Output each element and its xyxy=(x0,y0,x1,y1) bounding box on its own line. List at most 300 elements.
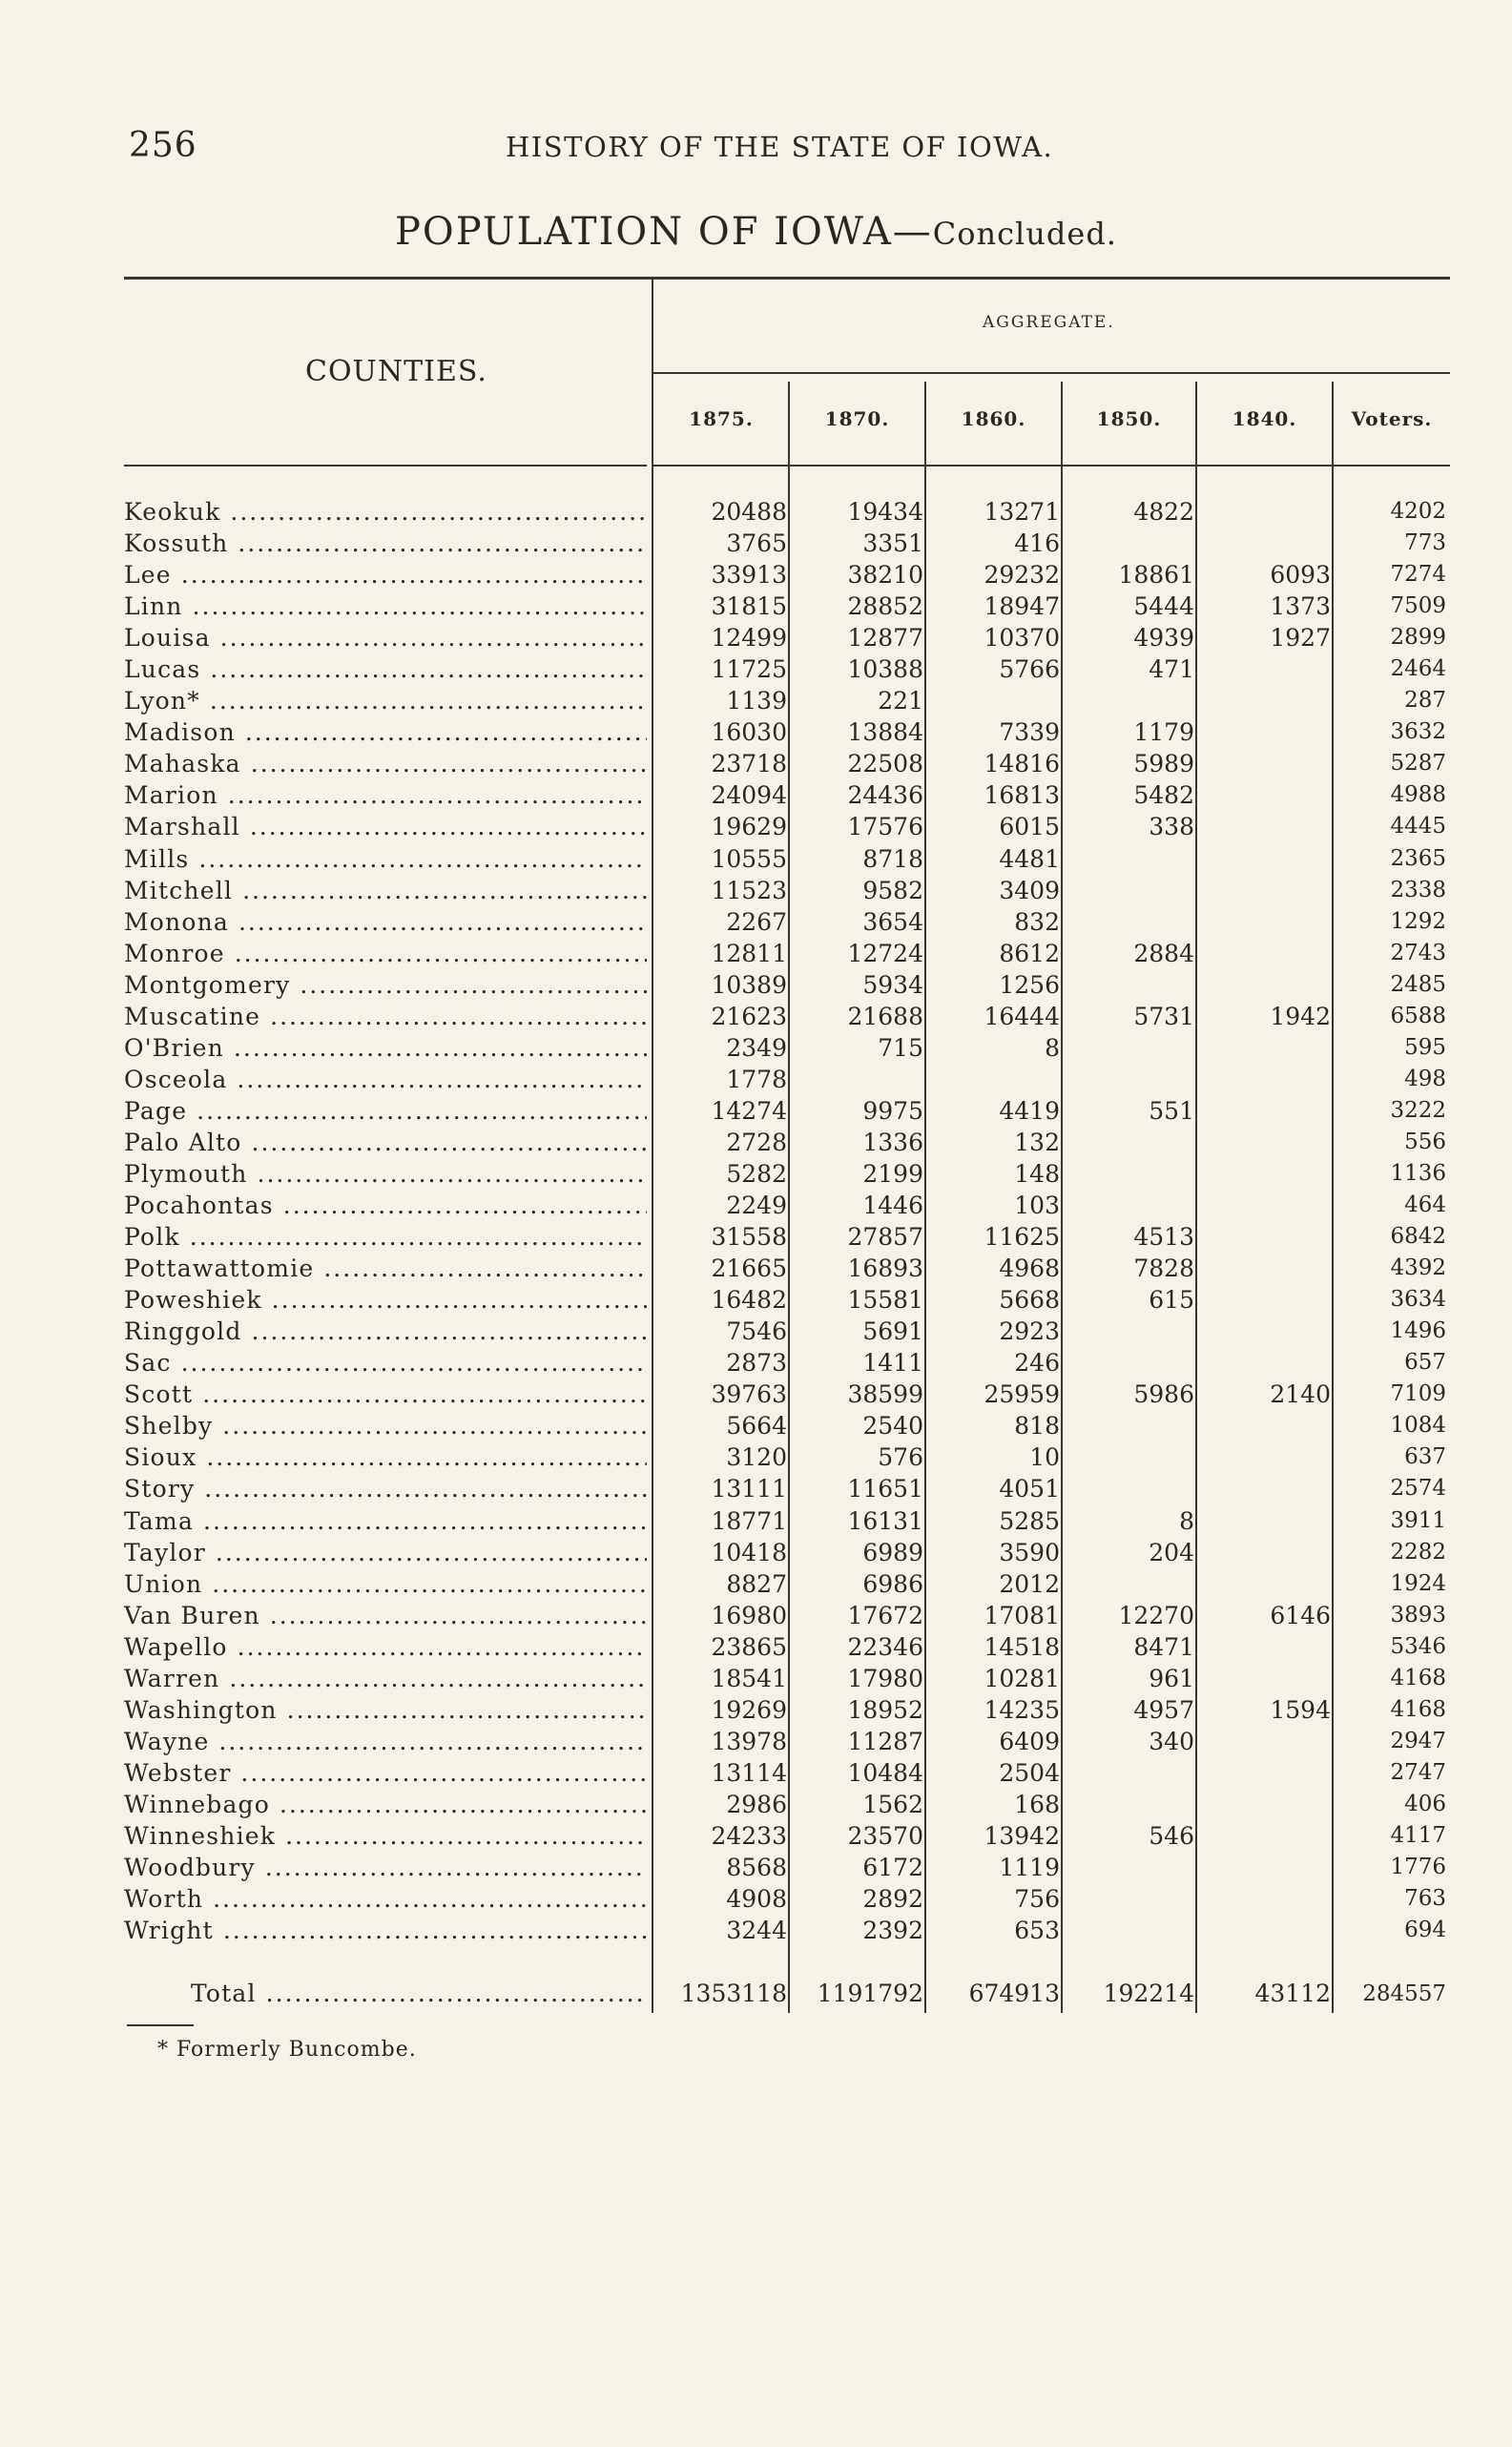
value-1875: 31558 xyxy=(711,1223,787,1252)
value-1850: 8 xyxy=(1179,1506,1194,1535)
value-1870: 16131 xyxy=(847,1506,923,1535)
table-row xyxy=(124,1032,1450,1064)
table-row xyxy=(124,1221,1450,1253)
value-1870: 28852 xyxy=(847,592,923,621)
value-1870: 2540 xyxy=(862,1412,923,1441)
value-1875: 5282 xyxy=(726,1159,787,1188)
value-1850: 5731 xyxy=(1133,1002,1194,1030)
county-name: Page ..... xyxy=(124,1095,647,1127)
county-name: Lyon* ..... xyxy=(124,685,647,716)
value-1860: 818 xyxy=(1014,1412,1060,1441)
value-1860: 14816 xyxy=(984,750,1060,778)
value-1860: 14518 xyxy=(984,1632,1060,1661)
title-small-caps: Concluded. xyxy=(932,216,1117,252)
value-1875: 3120 xyxy=(726,1443,787,1472)
value-1870: 24436 xyxy=(847,781,923,810)
population-table xyxy=(124,277,1450,2032)
county-name: Wayne ..... xyxy=(124,1726,647,1757)
value-1875: 2873 xyxy=(726,1349,787,1378)
value-1840: 1373 xyxy=(1270,592,1331,621)
value-1860: 2012 xyxy=(999,1569,1060,1598)
value-voters: 2464 xyxy=(1390,656,1446,682)
value-1875: 31815 xyxy=(711,592,787,621)
value-1860: 16813 xyxy=(984,781,1060,810)
value-1875: 4908 xyxy=(726,1885,787,1914)
running-head: HISTORY OF THE STATE OF IOWA. xyxy=(506,131,1054,163)
county-name: Keokuk ..... xyxy=(124,496,647,528)
value-1860: 4968 xyxy=(999,1255,1060,1283)
value-voters: 287 xyxy=(1404,688,1446,714)
value-1875: 18541 xyxy=(711,1664,787,1692)
value-1870: 12877 xyxy=(847,624,923,653)
value-voters: 1136 xyxy=(1390,1160,1446,1186)
total-voters: 284557 xyxy=(1362,1981,1446,2006)
total-1850: 192214 xyxy=(1103,1980,1194,2007)
table-row xyxy=(124,1883,1450,1915)
year-header-1860: 1860. xyxy=(961,407,1026,430)
value-1875: 13114 xyxy=(711,1758,787,1787)
value-1875: 16030 xyxy=(711,718,787,747)
value-voters: 2899 xyxy=(1390,625,1446,651)
value-1870: 17672 xyxy=(847,1601,923,1629)
value-1875: 24094 xyxy=(711,781,787,810)
value-voters: 4445 xyxy=(1390,814,1446,840)
table-row xyxy=(124,1127,1450,1158)
value-1860: 6409 xyxy=(999,1727,1060,1755)
total-1875: 1353118 xyxy=(680,1980,787,2007)
value-1870: 9975 xyxy=(862,1096,923,1125)
value-1870: 1446 xyxy=(862,1192,923,1220)
value-1850: 4939 xyxy=(1133,624,1194,653)
value-1850: 2884 xyxy=(1133,939,1194,967)
value-1870: 576 xyxy=(878,1443,923,1472)
value-1840: 2140 xyxy=(1270,1380,1331,1409)
table-row xyxy=(124,1789,1450,1820)
value-1875: 21665 xyxy=(711,1255,787,1283)
value-1860: 29232 xyxy=(984,561,1060,590)
table-row xyxy=(124,496,1450,528)
value-1860: 1119 xyxy=(999,1854,1060,1882)
value-1875: 11725 xyxy=(711,655,787,684)
header-bottom-rule xyxy=(124,465,647,467)
table-row xyxy=(124,1253,1450,1284)
county-name: Webster ..... xyxy=(124,1757,647,1789)
county-name: Pocahontas ..... xyxy=(124,1190,647,1221)
value-1870: 13884 xyxy=(847,718,923,747)
value-1870: 9582 xyxy=(862,876,923,904)
value-1870: 1336 xyxy=(862,1128,923,1156)
value-1870: 715 xyxy=(878,1033,923,1062)
value-voters: 5346 xyxy=(1390,1633,1446,1659)
value-1840: 6146 xyxy=(1270,1601,1331,1629)
table-row xyxy=(124,1441,1450,1473)
table-row xyxy=(124,685,1450,716)
county-name: Muscatine ..... xyxy=(124,1001,647,1032)
table-row xyxy=(124,1001,1450,1032)
county-name: O'Brien ..... xyxy=(124,1032,647,1064)
value-1870: 38599 xyxy=(847,1380,923,1409)
value-voters: 763 xyxy=(1404,1886,1446,1912)
value-1850: 8471 xyxy=(1133,1632,1194,1661)
table-row xyxy=(124,1505,1450,1537)
total-1840: 43112 xyxy=(1254,1980,1331,2007)
value-1860: 7339 xyxy=(999,718,1060,747)
table-row xyxy=(124,1568,1450,1600)
table-row xyxy=(124,1537,1450,1568)
value-1860: 1256 xyxy=(999,970,1060,999)
value-1850: 551 xyxy=(1149,1096,1194,1125)
value-voters: 2747 xyxy=(1390,1759,1446,1785)
county-name: Sac ..... xyxy=(124,1347,647,1379)
value-1875: 2728 xyxy=(726,1128,787,1156)
total-label: Total ..... xyxy=(124,1978,647,2010)
value-1860: 4481 xyxy=(999,844,1060,873)
value-1860: 16444 xyxy=(984,1002,1060,1030)
value-1870: 23570 xyxy=(847,1821,923,1850)
footnote-rule xyxy=(127,2024,194,2026)
value-voters: 3222 xyxy=(1390,1097,1446,1123)
county-name: Washington ..... xyxy=(124,1694,647,1726)
county-name: Monroe ..... xyxy=(124,938,647,969)
value-voters: 1084 xyxy=(1390,1413,1446,1439)
value-voters: 1776 xyxy=(1390,1855,1446,1880)
value-1870: 1411 xyxy=(862,1349,923,1378)
value-1870: 22508 xyxy=(847,750,923,778)
value-1870: 38210 xyxy=(847,561,923,590)
aggregate-header: AGGREGATE. xyxy=(983,313,1115,332)
value-1860: 103 xyxy=(1014,1192,1060,1220)
value-1870: 2392 xyxy=(862,1917,923,1945)
table-row xyxy=(124,1915,1450,1946)
table-row xyxy=(124,1379,1450,1410)
value-voters: 1924 xyxy=(1390,1570,1446,1596)
table-row xyxy=(124,1284,1450,1316)
value-1875: 5664 xyxy=(726,1412,787,1441)
value-1860: 10370 xyxy=(984,624,1060,653)
value-1870: 17980 xyxy=(847,1664,923,1692)
county-name: Warren ..... xyxy=(124,1663,647,1694)
table-row xyxy=(124,875,1450,906)
value-1860: 5285 xyxy=(999,1506,1060,1535)
value-voters: 1292 xyxy=(1390,908,1446,934)
value-voters: 7274 xyxy=(1390,562,1446,588)
year-header-1875: 1875. xyxy=(689,407,754,430)
value-1860: 832 xyxy=(1014,907,1060,936)
value-1860: 17081 xyxy=(984,1601,1060,1629)
value-1860: 3409 xyxy=(999,876,1060,904)
table-body xyxy=(124,496,1450,1946)
value-1850: 4513 xyxy=(1133,1223,1194,1252)
value-1875: 18771 xyxy=(711,1506,787,1535)
table-row xyxy=(124,748,1450,779)
county-name: Woodbury ..... xyxy=(124,1852,647,1883)
table-row xyxy=(124,591,1450,622)
value-1875: 1139 xyxy=(726,687,787,715)
table-row xyxy=(124,1600,1450,1631)
value-1870: 8718 xyxy=(862,844,923,873)
county-name: Marshall ..... xyxy=(124,811,647,842)
value-1860: 10281 xyxy=(984,1664,1060,1692)
value-1875: 3244 xyxy=(726,1917,787,1945)
value-1870: 2199 xyxy=(862,1159,923,1188)
table-row xyxy=(124,1757,1450,1789)
value-1875: 23718 xyxy=(711,750,787,778)
table-row xyxy=(124,1347,1450,1379)
value-1875: 13978 xyxy=(711,1727,787,1755)
county-name: Lee ..... xyxy=(124,559,647,591)
county-name: Pottawattomie ..... xyxy=(124,1253,647,1284)
header-bottom-rule-data xyxy=(652,465,1450,467)
value-1860: 168 xyxy=(1014,1790,1060,1818)
value-1860: 148 xyxy=(1014,1159,1060,1188)
value-1870: 2892 xyxy=(862,1885,923,1914)
value-1870: 27857 xyxy=(847,1223,923,1252)
value-1860: 18947 xyxy=(984,592,1060,621)
total-1860: 674913 xyxy=(968,1980,1060,2007)
value-1875: 13111 xyxy=(711,1475,787,1503)
year-header-1850: 1850. xyxy=(1096,407,1162,430)
table-row xyxy=(124,1820,1450,1852)
aggregate-rule xyxy=(652,372,1450,374)
value-voters: 406 xyxy=(1404,1791,1446,1816)
county-name: Polk ..... xyxy=(124,1221,647,1253)
value-1860: 4419 xyxy=(999,1096,1060,1125)
value-1875: 12499 xyxy=(711,624,787,653)
table-row xyxy=(124,843,1450,875)
value-1840: 1942 xyxy=(1270,1002,1331,1030)
value-1850: 7828 xyxy=(1133,1255,1194,1283)
value-voters: 4988 xyxy=(1390,782,1446,808)
value-1860: 11625 xyxy=(984,1223,1060,1252)
value-1860: 5766 xyxy=(999,655,1060,684)
table-row xyxy=(124,1410,1450,1441)
value-1850: 5989 xyxy=(1133,750,1194,778)
value-1870: 6986 xyxy=(862,1569,923,1598)
value-1870: 3351 xyxy=(862,529,923,558)
county-name: Scott ..... xyxy=(124,1379,647,1410)
table-title xyxy=(0,210,1512,254)
value-1870: 5691 xyxy=(862,1317,923,1346)
county-name: Taylor ..... xyxy=(124,1537,647,1568)
value-1875: 3765 xyxy=(726,529,787,558)
value-1870: 1562 xyxy=(862,1790,923,1818)
value-1875: 16482 xyxy=(711,1286,787,1315)
value-1860: 13942 xyxy=(984,1821,1060,1850)
value-voters: 4392 xyxy=(1390,1255,1446,1281)
value-1850: 204 xyxy=(1149,1538,1194,1566)
value-1850: 4822 xyxy=(1133,498,1194,526)
table-row xyxy=(124,906,1450,938)
value-1870: 6989 xyxy=(862,1538,923,1566)
value-1860: 13271 xyxy=(984,498,1060,526)
value-1860: 4051 xyxy=(999,1475,1060,1503)
value-1850: 471 xyxy=(1149,655,1194,684)
top-rule xyxy=(124,277,1450,280)
value-voters: 5287 xyxy=(1390,751,1446,777)
county-name: Wright ..... xyxy=(124,1915,647,1946)
county-name: Tama ..... xyxy=(124,1505,647,1537)
county-name: Wapello ..... xyxy=(124,1631,647,1663)
value-1870: 16893 xyxy=(847,1255,923,1283)
value-1860: 756 xyxy=(1014,1885,1060,1914)
table-row xyxy=(124,1852,1450,1883)
table-row xyxy=(124,969,1450,1001)
value-1840: 1927 xyxy=(1270,624,1331,653)
county-name: Worth ..... xyxy=(124,1883,647,1915)
year-header-1840: 1840. xyxy=(1232,407,1297,430)
year-header-1870: 1870. xyxy=(824,407,890,430)
value-1875: 1778 xyxy=(726,1065,787,1093)
value-1875: 2267 xyxy=(726,907,787,936)
value-1875: 8568 xyxy=(726,1854,787,1882)
total-row xyxy=(124,1978,1450,2010)
value-1875: 16980 xyxy=(711,1601,787,1629)
value-1870: 11651 xyxy=(847,1475,923,1503)
county-name: Louisa ..... xyxy=(124,622,647,653)
value-voters: 3632 xyxy=(1390,719,1446,745)
table-row xyxy=(124,716,1450,748)
table-row xyxy=(124,811,1450,842)
value-1850: 5986 xyxy=(1133,1380,1194,1409)
value-1875: 12811 xyxy=(711,939,787,967)
county-name: Winneshiek ..... xyxy=(124,1820,647,1852)
county-name: Montgomery ..... xyxy=(124,969,647,1001)
county-name: Lucas ..... xyxy=(124,653,647,685)
value-1870: 10388 xyxy=(847,655,923,684)
table-row xyxy=(124,1694,1450,1726)
value-1860: 8612 xyxy=(999,939,1060,967)
value-voters: 6842 xyxy=(1390,1224,1446,1250)
value-voters: 1496 xyxy=(1390,1318,1446,1344)
county-name: Winnebago ..... xyxy=(124,1789,647,1820)
value-voters: 2743 xyxy=(1390,940,1446,965)
table-row xyxy=(124,1095,1450,1127)
value-voters: 694 xyxy=(1404,1918,1446,1943)
value-voters: 464 xyxy=(1404,1192,1446,1218)
county-name: Poweshiek ..... xyxy=(124,1284,647,1316)
value-voters: 2365 xyxy=(1390,845,1446,871)
value-1860: 2923 xyxy=(999,1317,1060,1346)
value-1840: 6093 xyxy=(1270,561,1331,590)
value-1870: 3654 xyxy=(862,907,923,936)
table-row xyxy=(124,622,1450,653)
value-1850: 5482 xyxy=(1133,781,1194,810)
county-name: Shelby ..... xyxy=(124,1410,647,1441)
value-1840: 1594 xyxy=(1270,1695,1331,1724)
value-1860: 6015 xyxy=(999,813,1060,841)
value-1875: 10555 xyxy=(711,844,787,873)
value-1850: 1179 xyxy=(1133,718,1194,747)
table-row xyxy=(124,1726,1450,1757)
table-row xyxy=(124,779,1450,811)
value-1870: 6172 xyxy=(862,1854,923,1882)
table-row xyxy=(124,528,1450,559)
value-voters: 7109 xyxy=(1390,1381,1446,1407)
value-1875: 33913 xyxy=(711,561,787,590)
counties-header: COUNTIES. xyxy=(305,355,487,388)
county-name: Marion ..... xyxy=(124,779,647,811)
table-row xyxy=(124,1663,1450,1694)
county-name: Union ..... xyxy=(124,1568,647,1600)
value-1870: 221 xyxy=(878,687,923,715)
county-name: Ringgold ..... xyxy=(124,1316,647,1347)
value-1870: 17576 xyxy=(847,813,923,841)
county-name: Linn ..... xyxy=(124,591,647,622)
value-1860: 25959 xyxy=(984,1380,1060,1409)
value-1875: 14274 xyxy=(711,1096,787,1125)
voters-header: Voters. xyxy=(1351,407,1433,430)
table-row xyxy=(124,1473,1450,1504)
value-1850: 546 xyxy=(1149,1821,1194,1850)
value-1850: 338 xyxy=(1149,813,1194,841)
value-1870: 18952 xyxy=(847,1695,923,1724)
value-1875: 19269 xyxy=(711,1695,787,1724)
value-1860: 653 xyxy=(1014,1917,1060,1945)
value-1870: 22346 xyxy=(847,1632,923,1661)
value-voters: 3634 xyxy=(1390,1287,1446,1313)
value-1860: 10 xyxy=(1029,1443,1060,1472)
value-voters: 3911 xyxy=(1390,1507,1446,1533)
table-row xyxy=(124,1316,1450,1347)
value-1850: 340 xyxy=(1149,1727,1194,1755)
table-row xyxy=(124,938,1450,969)
value-1850: 12270 xyxy=(1118,1601,1194,1629)
value-voters: 2485 xyxy=(1390,971,1446,997)
value-voters: 2574 xyxy=(1390,1476,1446,1502)
value-1860: 3590 xyxy=(999,1538,1060,1566)
total-1870: 1191792 xyxy=(817,1980,923,2007)
title-main: POPULATION OF IOWA— xyxy=(395,210,933,254)
value-1860: 5668 xyxy=(999,1286,1060,1315)
value-1850: 615 xyxy=(1149,1286,1194,1315)
value-voters: 4202 xyxy=(1390,499,1446,524)
value-1850: 5444 xyxy=(1133,592,1194,621)
value-1870: 19434 xyxy=(847,498,923,526)
value-1875: 19629 xyxy=(711,813,787,841)
county-name: Osceola ..... xyxy=(124,1064,647,1095)
value-voters: 498 xyxy=(1404,1066,1446,1091)
value-1870: 5934 xyxy=(862,970,923,999)
value-1860: 2504 xyxy=(999,1758,1060,1787)
value-voters: 4117 xyxy=(1390,1822,1446,1848)
table-row xyxy=(124,559,1450,591)
value-voters: 657 xyxy=(1404,1350,1446,1376)
value-1875: 2249 xyxy=(726,1192,787,1220)
county-name: Mahaska ..... xyxy=(124,748,647,779)
table-row xyxy=(124,1064,1450,1095)
table-row xyxy=(124,1158,1450,1190)
value-1860: 132 xyxy=(1014,1128,1060,1156)
footnote: * Formerly Buncombe. xyxy=(157,2038,417,2062)
value-1860: 8 xyxy=(1045,1033,1060,1062)
value-voters: 7509 xyxy=(1390,593,1446,619)
value-1860: 246 xyxy=(1014,1349,1060,1378)
county-name: Van Buren ..... xyxy=(124,1600,647,1631)
table-row xyxy=(124,1631,1450,1663)
value-1875: 21623 xyxy=(711,1002,787,1030)
table-row xyxy=(124,1190,1450,1221)
value-1875: 8827 xyxy=(726,1569,787,1598)
county-name: Mills ..... xyxy=(124,843,647,875)
value-voters: 556 xyxy=(1404,1129,1446,1154)
value-1850: 4957 xyxy=(1133,1695,1194,1724)
value-1870: 15581 xyxy=(847,1286,923,1315)
county-name: Monona ..... xyxy=(124,906,647,938)
value-voters: 595 xyxy=(1404,1034,1446,1060)
county-name: Mitchell ..... xyxy=(124,875,647,906)
value-voters: 6588 xyxy=(1390,1003,1446,1028)
value-1850: 18861 xyxy=(1118,561,1194,590)
